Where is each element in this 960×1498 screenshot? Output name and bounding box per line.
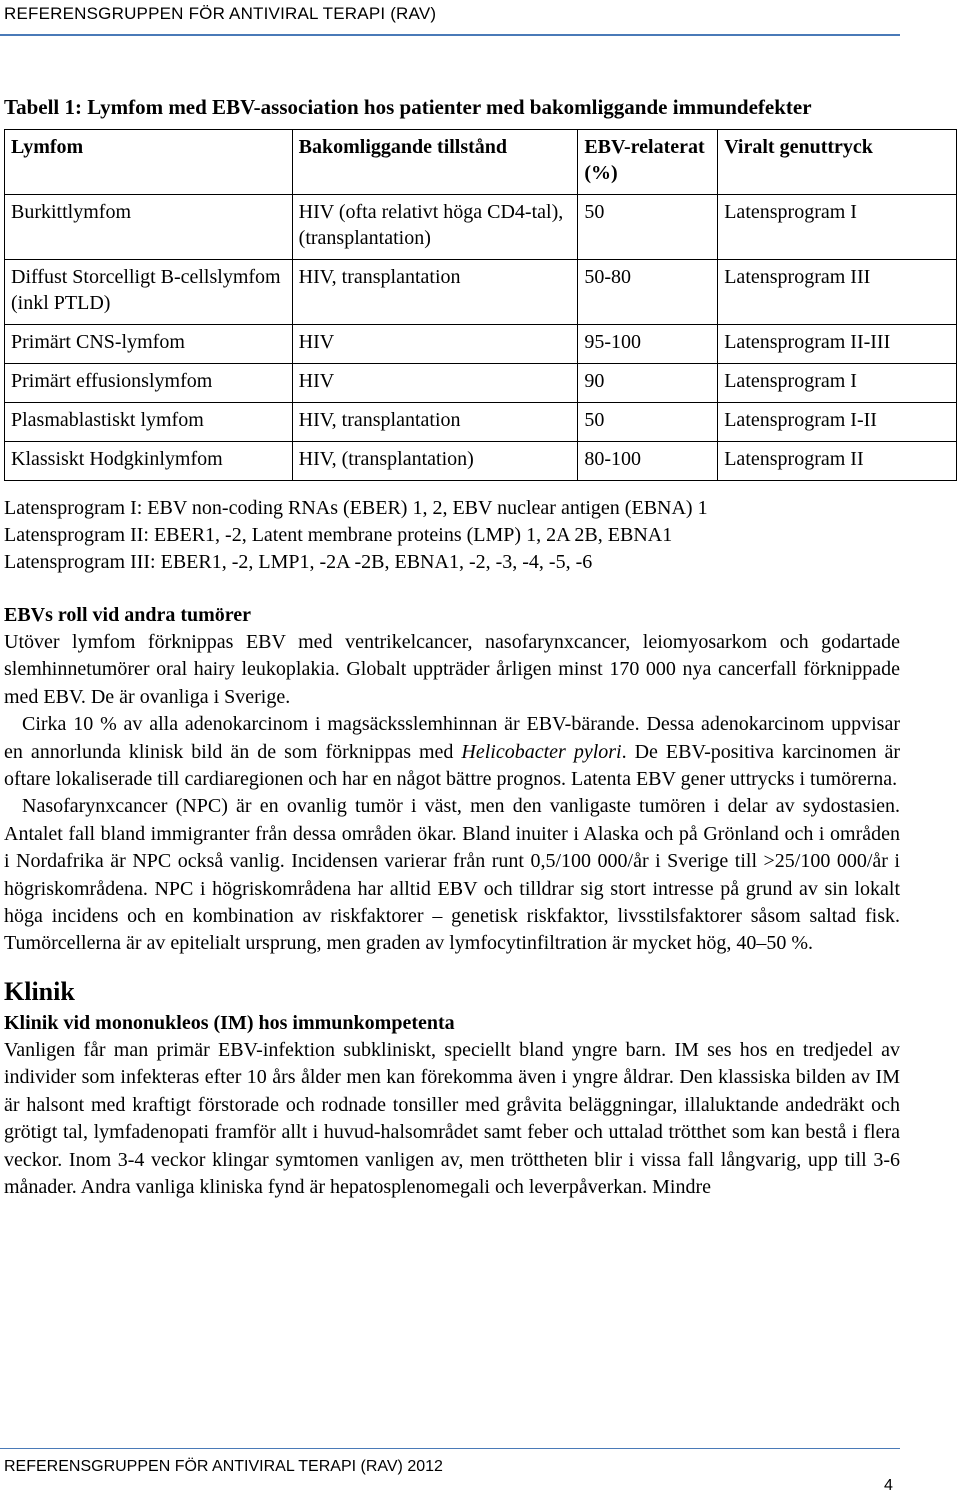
col-header-genuttryck: Viralt genuttryck <box>718 130 957 195</box>
table-row <box>5 442 957 481</box>
paragraph: Utöver lymfom förknippas EBV med ventrikelcancer, nasofarynxcancer, leiomyosarkom och godartade slemhinnetumörer oral hairy leukoplakia. Globalt uppträder årligen minst 170 000 nya cancerfall förknippade med EBV. De är ovanliga i Sverige. <box>4 631 900 708</box>
cell-tillstand: HIV, transplantation <box>292 403 578 442</box>
col-header-ebv: EBV-relaterat (%) <box>578 130 718 195</box>
legend-line: Latensprogram I: EBV non-coding RNAs (EBER) 1, 2, EBV nuclear antigen (EBNA) 1 <box>4 497 708 519</box>
table-row <box>5 195 957 260</box>
table-row <box>5 403 957 442</box>
table-row <box>5 364 957 403</box>
table-title: Tabell 1: Lymfom med EBV-association hos patienter med bakomliggande immundefekter <box>4 95 812 119</box>
table-row <box>5 260 957 325</box>
cell-ebv: 50 <box>578 195 718 260</box>
cell-genuttryck: Latensprogram II-III <box>718 325 957 364</box>
cell-tillstand: HIV, (transplantation) <box>292 442 578 481</box>
cell-lymfom: Primärt effusionslymfom <box>5 364 293 403</box>
table-row <box>5 325 957 364</box>
document-body <box>4 94 900 1201</box>
cell-genuttryck: Latensprogram I <box>718 364 957 403</box>
section-heading-klinik: Klinik <box>4 976 75 1006</box>
page-footer: REFERENSGRUPPEN FÖR ANTIVIRAL TERAPI (RAV) 2012 <box>4 1458 443 1475</box>
cell-lymfom: Diffust Storcelligt B-cellslymfom (inkl PTLD) <box>5 260 293 325</box>
cell-lymfom: Plasmablastiskt lymfom <box>5 403 293 442</box>
cell-genuttryck: Latensprogram I-II <box>718 403 957 442</box>
lymphoma-table <box>4 129 957 481</box>
cell-genuttryck: Latensprogram II <box>718 442 957 481</box>
species-name: Helicobacter pylori <box>461 740 622 763</box>
latency-legend <box>4 495 900 576</box>
footer-divider <box>0 1448 900 1449</box>
paragraph-text: Cirka 10 % av alla adenokarcinom i magsäcksslemhinnan är EBV-bärande. Dessa adenokarcinom uppvisar en annorlunda klinisk bild än de som förknippas med <box>4 713 900 763</box>
cell-tillstand: HIV <box>292 364 578 403</box>
paragraph-text: . De EBV-positiva karcinomen är oftare lokaliserade till cardiaregionen och har en något bättre prognos. Latenta EBV gener uttrycks i tumörerna. <box>4 740 900 791</box>
cell-tillstand: HIV (ofta relativt höga CD4-tal), (transplantation) <box>292 195 578 260</box>
cell-lymfom: Primärt CNS-lymfom <box>5 325 293 364</box>
legend-line: Latensprogram II: EBER1, -2, Latent membrane proteins (LMP) 1, 2A 2B, EBNA1 <box>4 524 673 546</box>
col-header-lymfom: Lymfom <box>5 130 293 195</box>
cell-genuttryck: Latensprogram III <box>718 260 957 325</box>
section-heading-ebv: EBVs roll vid andra tumörer <box>4 604 252 626</box>
subsection-heading: Klinik vid mononukleos (IM) hos immunkompetenta <box>4 1011 455 1034</box>
cell-lymfom: Burkittlymfom <box>5 195 293 260</box>
col-header-tillstand: Bakomliggande tillstånd <box>292 130 578 195</box>
cell-tillstand: HIV <box>292 325 578 364</box>
paragraph: Vanligen får man primär EBV-infektion subkliniskt, speciellt bland yngre barn. IM ses hos en tredjedel av individer som infekteras efter 10 års ålder men kan förekomma även i yngre åldrar. Den klassiska bilden av IM är halsont med kraftigt förstorade och rodnade tonsiller med gråvita beläggningar, illaluktande andedräkt och grötigt tal, lymfadenopati framför allt i huvud-halsområdet samt feber och uttalad trötthet som kan bestå i flera veckor. Inom 3-4 veckor klingar symtomen vanligen av, men tröttheten blir i vissa fall långvarig, upp till 3-6 månader. Andra vanliga kliniska fynd är hepatosplenomegali och leverpåverkan. Mindre <box>4 1038 900 1198</box>
cell-ebv: 50 <box>578 403 718 442</box>
cell-tillstand: HIV, transplantation <box>292 260 578 325</box>
page-header: REFERENSGRUPPEN FÖR ANTIVIRAL TERAPI (RAV) <box>4 4 437 23</box>
cell-lymfom: Klassiskt Hodgkinlymfom <box>5 442 293 481</box>
header-divider <box>0 34 900 36</box>
legend-line: Latensprogram III: EBER1, -2, LMP1, -2A -2B, EBNA1, -2, -3, -4, -5, -6 <box>4 551 593 573</box>
paragraph <box>4 711 900 793</box>
cell-ebv: 90 <box>578 364 718 403</box>
paragraph: Nasofarynxcancer (NPC) är en ovanlig tumör i väst, men den vanligaste tumören i delar av sydostasien. Antalet fall bland immigranter från dessa områden ökar. Bland inuiter i Alaska och på Grönland och i områden i Nordafrika är NPC också vanlig. Incidensen varierar från runt 0,5/100 000/år i Sverige till >25/100 000/år i högriskområdena. NPC i högriskområdena har alltid EBV och tilldrar sig stort intresse på grund av sin lokalt höga incidens och en kombination av riskfaktorer – genetisk riskfaktor, livsstilsfaktorer såsom saltad fisk. Tumörcellerna är av epitelialt ursprung, men graden av lymfocytinfiltration är mycket hög, 40–50 %. <box>4 795 900 955</box>
cell-ebv: 95-100 <box>578 325 718 364</box>
cell-genuttryck: Latensprogram I <box>718 195 957 260</box>
cell-ebv: 50-80 <box>578 260 718 325</box>
page-number: 4 <box>884 1477 893 1494</box>
table-header-row <box>5 130 957 195</box>
cell-ebv: 80-100 <box>578 442 718 481</box>
